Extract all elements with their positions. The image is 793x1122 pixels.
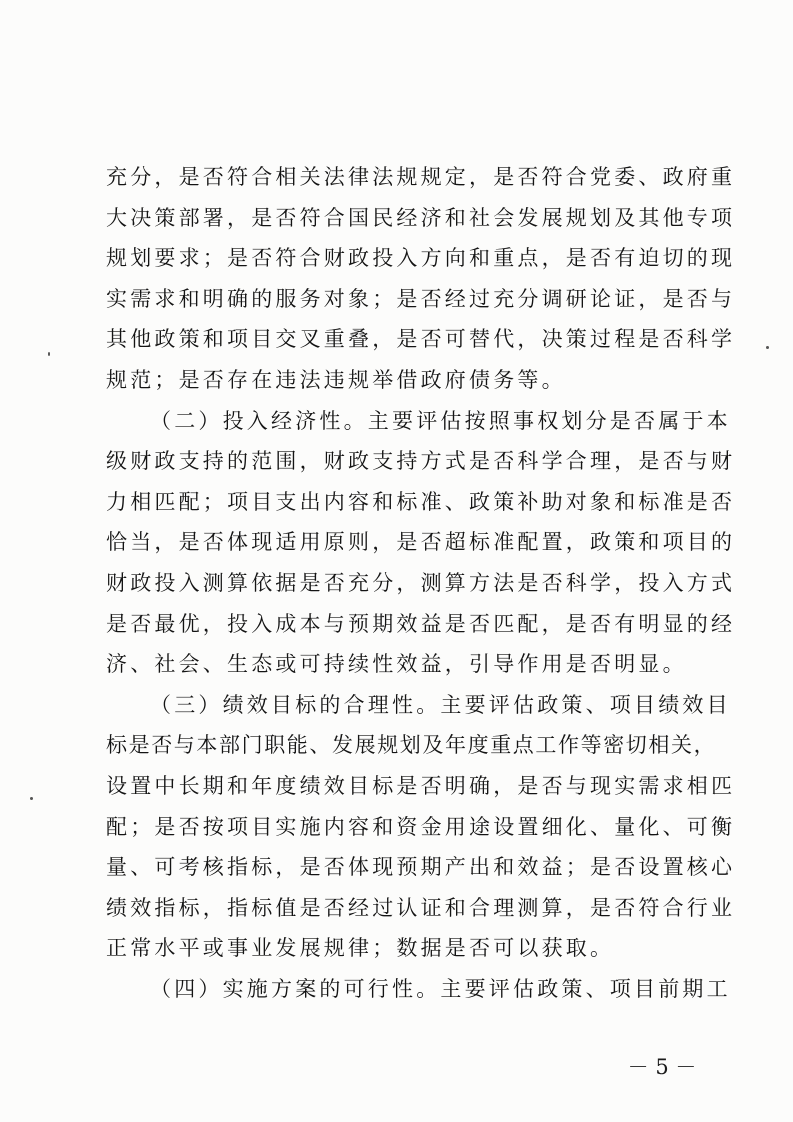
scan-speck [30,797,33,800]
scan-speck [48,352,50,356]
page-number: － 5 － [627,1055,697,1079]
text-line: 量、可考核指标，是否体现预期产出和效益；是否设置核心 [106,855,736,880]
text-line: 恰当，是否体现适用原则，是否超标准配置，政策和项目的 [106,530,736,555]
text-line: 济、社会、生态或可持续性效益，引导作用是否明显。 [106,652,687,677]
text-line: 标是否与本部门职能、发展规划及年度重点工作等密切相关， [106,733,717,758]
text-line: 力相匹配；项目支出内容和标准、政策补助对象和标准是否 [106,489,736,514]
text-line: 配；是否按项目实施内容和资金用途设置细化、量化、可衡 [106,814,736,839]
text-line: 充分，是否符合相关法律法规规定，是否符合党委、政府重 [106,165,736,189]
text-line: 设置中长期和年度绩效目标是否明确，是否与现实需求相匹 [106,773,736,798]
scan-speck [766,346,769,349]
text-line: 绩效指标，指标值是否经过认证和合理测算，是否符合行业 [106,895,736,920]
text-line: 实需求和明确的服务对象；是否经过充分调研论证，是否与 [106,286,736,311]
body-text [106,157,736,1009]
text-line: 财政投入测算依据是否充分，测算方法是否科学，投入方式 [106,570,736,595]
text-line: 级财政支持的范围，财政支持方式是否科学合理，是否与财 [106,449,736,474]
text-line: 其他政策和项目交叉重叠，是否可替代，决策过程是否科学 [106,327,736,352]
text-line: 正常水平或事业发展规律；数据是否可以获取。 [106,936,615,961]
text-line: 是否最优，投入成本与预期效益是否匹配，是否有明显的经 [106,611,736,636]
text-line: 规范；是否存在违法违规举借政府债务等。 [106,367,566,392]
section-heading-line: （四）实施方案的可行性。主要评估政策、项目前期工 [150,976,731,1001]
section-heading-line: （二）投入经济性。主要评估按照事权划分是否属于本 [150,408,731,433]
text-line: 大决策部署，是否符合国民经济和社会发展规划及其他专项 [106,205,736,230]
text-line: 规划要求；是否符合财政投入方向和重点，是否有迫切的现 [106,246,736,271]
section-heading-line: （三）绩效目标的合理性。主要评估政策、项目绩效目 [150,692,731,717]
